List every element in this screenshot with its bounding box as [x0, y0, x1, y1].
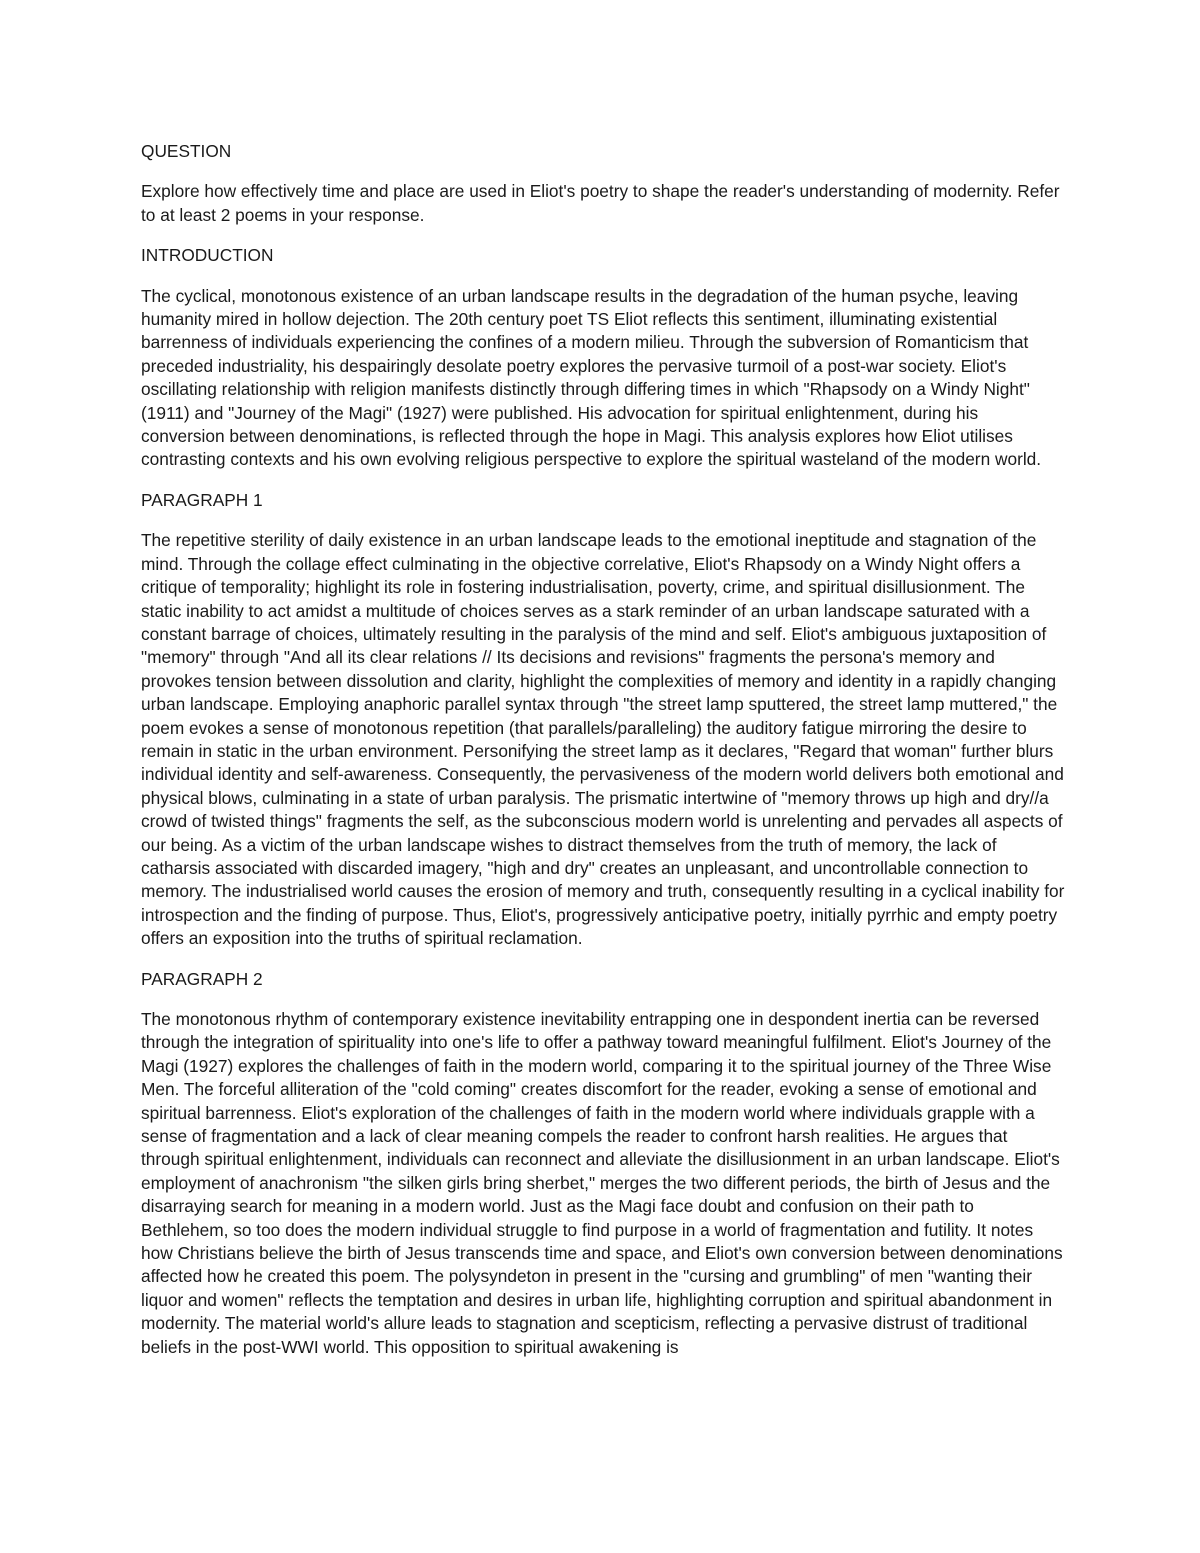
introduction-heading: INTRODUCTION — [141, 245, 274, 266]
paragraph1-heading: PARAGRAPH 1 — [141, 489, 263, 510]
paragraph1-text: The repetitive sterility of daily existence in an urban landscape leads to the emotional ineptitude and stagnation of the mind. Through the collage effect culminating in the objective correlative, Eliot's Rhapsody on a Windy Night offers a critique of temporality; highlight its role in fostering industrialisation, poverty, crime, and spiritual disillusionment. The static inability to act amidst a multitude of choices serves as a stark reminder of an urban landscape saturated with a constant barrage of choices, ultimately resulting in the paralysis of the mind and self. Eliot's ambiguous juxtaposition of "memory" through "And all its clear relations // Its decisions and revisions" fragments the persona's memory and provokes tension between dissolution and clarity, highlight the complexities of memory and identity in a rapidly changing urban landscape. Employing anaphoric parallel syntax through "the street lamp sputtered, the street lamp muttered," the poem evokes a sense of monotonous repetition (that parallels/paralleling) the auditory fatigue mirroring the desire to remain in static in the urban environment. Personifying the street lamp as it declares, "Regard that woman" further blurs individual identity and self-awareness. Consequently, the pervasiveness of the modern world delivers both emotional and physical blows, culminating in a state of urban paralysis. The prismatic intertwine of "memory throws up high and dry//a crowd of twisted things" fragments the self, as the subconscious modern world is unrelenting and pervades all aspects of our being. As a victim of the urban landscape wishes to distract themselves from the truth of memory, the lack of catharsis associated with discarded imagery, "high and dry" creates an unpleasant, and uncontrollable connection to memory. The industrialised world causes the erosion of memory and truth, consequently resulting in a cyclical inability for introspection and the finding of purpose. Thus, Eliot's, progressively anticipative poetry, initially pyrrhic and empty poetry offers an exposition into the truths of spiritual reclamation. — [141, 530, 1065, 949]
introduction-text: The cyclical, monotonous existence of an urban landscape results in the degradation of the human psyche, leaving humanity mired in hollow dejection. The 20th century poet TS Eliot reflects this sentiment, illuminating existential barrenness of individuals experiencing the confines of a modern milieu. Through the subversion of Romanticism that preceded industriality, his despairingly desolate poetry explores the pervasive turmoil of a post-war society. Eliot's oscillating relationship with religion manifests distinctly through differing times in which "Rhapsody on a Windy Night" (1911) and "Journey of the Magi" (1927) were published. His advocation for spiritual enlightenment, during his conversion between denominations, is reflected through the hope in Magi. This analysis explores how Eliot utilises contrasting contexts and his own evolving religious perspective to explore the spiritual wasteland of the modern world. — [141, 285, 1042, 470]
question-heading: QUESTION — [141, 141, 232, 161]
paragraph2-text: The monotonous rhythm of contemporary existence inevitability entrapping one in despondent inertia can be reversed through the integration of spirituality into one's life to offer a pathway toward meaningful fulfilment. Eliot's Journey of the Magi (1927) explores the challenges of faith in the modern world, comparing it to the spiritual journey of the Three Wise Men. The forceful alliteration of the "cold coming" creates discomfort for the reader, evoking a sense of emotional and spiritual barrenness. Eliot's exploration of the challenges of faith in the modern world where individuals grapple with a sense of fragmentation and a lack of clear meaning compels the reader to confront harsh realities. He argues that through spiritual enlightenment, individuals can reconnect and alleviate the disillusionment in an urban landscape. Eliot's employment of anachronism "the silken girls bring sherbet," merges the two different periods, the birth of Jesus and the disarraying search for meaning in a modern world. Just as the Magi face doubt and confusion on their path to Bethlehem, so too does the modern individual struggle to find purpose in a world of fragmentation and futility. It notes how Christians believe the birth of Jesus transcends time and space, and Eliot's own conversion between denominations affected how he created this poem. The polysyndeton in present in the "cursing and grumbling" of men "wanting their liquor and women" reflects the temptation and desires in urban life, highlighting corruption and spiritual abandonment in modernity. The material world's allure leads to stagnation and scepticism, reflecting a pervasive distrust of traditional beliefs in the post-WWI world. This opposition to spiritual awakening is — [141, 1009, 1063, 1357]
question-text: Explore how effectively time and place are used in Eliot's poetry to shape the reader's understanding of modernity. Refer to at least 2 poems in your response. — [141, 181, 1060, 225]
document-page — [141, 140, 1066, 1376]
paragraph2-heading: PARAGRAPH 2 — [141, 968, 263, 989]
